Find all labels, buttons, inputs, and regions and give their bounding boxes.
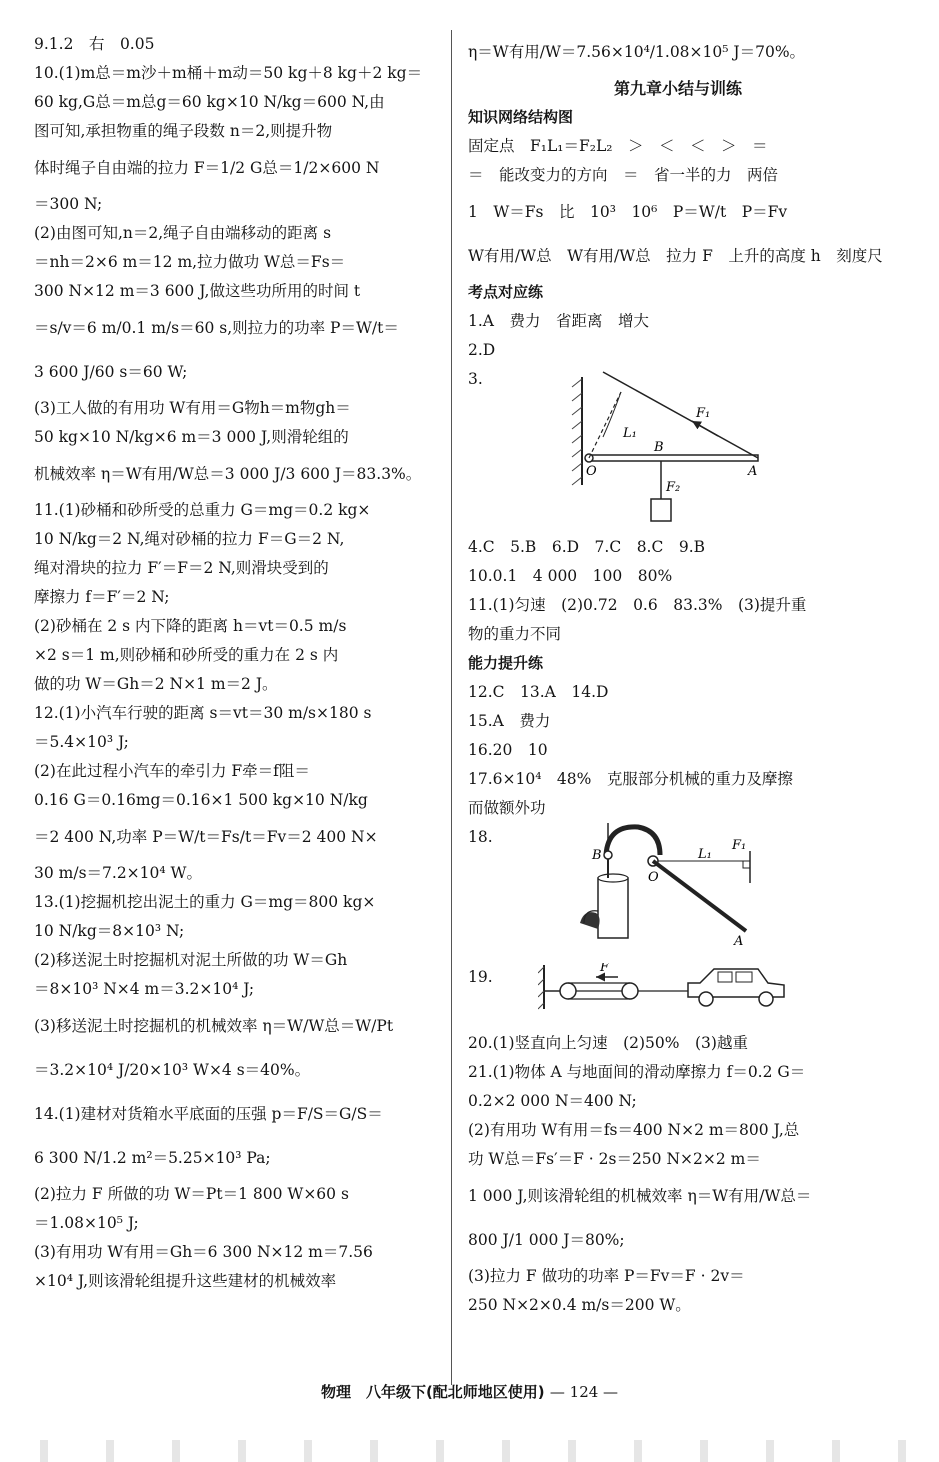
item-number: 3. bbox=[468, 370, 483, 388]
fig18-label-a: A bbox=[734, 934, 744, 948]
text-line: 9.1.2 右 0.05 bbox=[34, 35, 155, 53]
text-line: 3 600 J/60 s＝60 W; bbox=[34, 363, 188, 381]
text-line: (2)拉力 F 所做的功 W＝Pt＝1 800 W×60 s bbox=[34, 1185, 349, 1203]
footer-book-title: 物理 八年级下(配北师地区使用) bbox=[320, 1383, 545, 1401]
fig3-label-l1: L₁ bbox=[623, 426, 637, 441]
text-line: 10 N/kg＝8×10³ N; bbox=[34, 922, 185, 940]
text-line: 机械效率 η＝W有用/W总＝3 000 J/3 600 J＝83.3%。 bbox=[34, 465, 422, 483]
pulley-car-diagram-19 bbox=[538, 960, 798, 1017]
text-line: W有用/W总 W有用/W总 拉力 F 上升的高度 h 刻度尺 bbox=[468, 247, 883, 265]
text-line: (2)移送泥土时挖掘机对泥土所做的功 W＝Gh bbox=[34, 951, 348, 969]
text-line: 10.(1)m总＝m沙＋m桶＋m动＝50 kg＋8 kg＋2 kg＝ bbox=[34, 64, 423, 82]
text-line: 10.0.1 4 000 100 80% bbox=[468, 567, 673, 585]
text-line: 16.20 10 bbox=[468, 741, 548, 759]
text-line: 2.D bbox=[468, 341, 496, 359]
text-line: (3)有用功 W有用＝Gh＝6 300 N×12 m＝7.56 bbox=[34, 1243, 373, 1261]
section-heading: 能力提升练 bbox=[468, 654, 544, 672]
page-number: — 124 — bbox=[549, 1383, 619, 1401]
fig18-label-f1-right: F₁ bbox=[732, 838, 747, 853]
text-line: 4.C 5.B 6.D 7.C 8.C 9.B bbox=[468, 538, 706, 556]
text-line: 12.C 13.A 14.D bbox=[468, 683, 609, 701]
text-line: 物的重力不同 bbox=[468, 625, 562, 643]
text-line: ＝s/v＝6 m/0.1 m/s＝60 s,则拉力的功率 P＝W/t＝ bbox=[34, 319, 399, 337]
text-line: 1.A 费力 省距离 增大 bbox=[468, 312, 649, 330]
fig3-label-f2: F₂ bbox=[666, 480, 681, 495]
text-line: (2)砂桶在 2 s 内下降的距离 h＝vt＝0.5 m/s bbox=[34, 617, 347, 635]
fig19-label-f: F bbox=[600, 960, 610, 975]
text-line: 20.(1)竖直向上匀速 (2)50% (3)越重 bbox=[468, 1034, 748, 1052]
text-line: (2)由图可知,n＝2,绳子自由端移动的距离 s bbox=[34, 224, 332, 242]
text-line: 而做额外功 bbox=[468, 799, 546, 817]
text-line: 21.(1)物体 A 与地面间的滑动摩擦力 f＝0.2 G＝ bbox=[468, 1063, 806, 1081]
text-line: (2)在此过程小汽车的牵引力 F牵＝f阻＝ bbox=[34, 762, 310, 780]
fig18-label-b: B bbox=[592, 848, 602, 863]
text-line: 1 000 J,则该滑轮组的机械效率 η＝W有用/W总＝ bbox=[468, 1187, 812, 1205]
right-column bbox=[468, 30, 888, 1320]
text-line: 6 300 N/1.2 m²＝5.25×10³ Pa; bbox=[34, 1149, 271, 1167]
text-line: 12.(1)小汽车行驶的距离 s＝vt＝30 m/s×180 s bbox=[34, 704, 372, 722]
text-line: 17.6×10⁴ 48% 克服部分机械的重力及摩擦 bbox=[468, 770, 793, 788]
text-line: 50 kg×10 N/kg×6 m＝3 000 J,则滑轮组的 bbox=[34, 428, 349, 446]
text-line: 固定点 F₁L₁＝F₂L₂ ＞ ＜ ＜ ＞ ＝ bbox=[468, 137, 768, 155]
fig3-label-b: B bbox=[654, 440, 664, 455]
text-line: ＝2 400 N,功率 P＝W/t＝Fs/t＝Fv＝2 400 N× bbox=[34, 828, 378, 846]
text-line: 0.16 G＝0.16mg＝0.16×1 500 kg×10 N/kg bbox=[34, 791, 368, 809]
item-number: 18. bbox=[468, 828, 493, 846]
text-line: 图可知,承担物重的绳子段数 n＝2,则提升物 bbox=[34, 122, 333, 140]
text-line: ＝1.08×10⁵ J; bbox=[34, 1214, 139, 1232]
text-line: (3)拉力 F 做功的功率 P＝Fv＝F · 2v＝ bbox=[468, 1267, 745, 1285]
page-bottom-edge bbox=[0, 1440, 939, 1462]
fig3-label-a: A bbox=[748, 464, 758, 479]
item-number: 19. bbox=[468, 968, 493, 986]
text-line: 10 N/kg＝2 N,绳对砂桶的拉力 F＝G＝2 N, bbox=[34, 530, 345, 548]
text-line: 30 m/s＝7.2×10⁴ W。 bbox=[34, 864, 202, 882]
text-line: 体时绳子自由端的拉力 F＝1/2 G总＝1/2×600 N bbox=[34, 159, 380, 177]
text-line: ＝ 能改变力的方向 ＝ 省一半的力 两倍 bbox=[468, 166, 779, 184]
column-divider bbox=[451, 30, 452, 1385]
text-line: 15.A 费力 bbox=[468, 712, 551, 730]
text-line: ＝nh＝2×6 m＝12 m,拉力做功 W总＝Fs＝ bbox=[34, 253, 346, 271]
left-column bbox=[34, 30, 434, 1296]
text-line: 功 W总＝Fs′＝F · 2s＝250 N×2×2 m＝ bbox=[468, 1150, 761, 1168]
text-line: 1 W＝Fs 比 10³ 10⁶ P＝W/t P＝Fv bbox=[468, 203, 788, 221]
text-line: 0.2×2 000 N＝400 N; bbox=[468, 1092, 637, 1110]
text-line: ×10⁴ J,则该滑轮组提升这些建材的机械效率 bbox=[34, 1272, 337, 1290]
text-line bbox=[468, 813, 888, 963]
text-line: ×2 s＝1 m,则砂桶和砂所受的重力在 2 s 内 bbox=[34, 646, 339, 664]
lever-diagram-3 bbox=[568, 367, 768, 533]
text-line: ＝300 N; bbox=[34, 195, 103, 213]
text-line: (2)有用功 W有用＝fs＝400 N×2 m＝800 J,总 bbox=[468, 1121, 800, 1139]
text-line: 800 J/1 000 J＝80%; bbox=[468, 1231, 625, 1249]
text-line: ＝3.2×10⁴ J/20×10³ W×4 s＝40%。 bbox=[34, 1061, 311, 1079]
text-line: 60 kg,G总＝m总g＝60 kg×10 N/kg＝600 N,由 bbox=[34, 93, 385, 111]
text-line: 做的功 W＝Gh＝2 N×1 m＝2 J。 bbox=[34, 675, 278, 693]
section-heading: 知识网络结构图 bbox=[468, 108, 574, 126]
text-line: η＝W有用/W＝7.56×10⁴/1.08×10⁵ J＝70%。 bbox=[468, 43, 806, 61]
text-line: 14.(1)建材对货箱水平底面的压强 p＝F/S＝G/S＝ bbox=[34, 1105, 383, 1123]
section-heading: 考点对应练 bbox=[468, 283, 544, 301]
fig3-label-o: O bbox=[586, 464, 597, 479]
text-line: 13.(1)挖掘机挖出泥土的重力 G＝mg＝800 kg× bbox=[34, 893, 376, 911]
lever-diagram-18 bbox=[568, 813, 768, 948]
text-line: 11.(1)匀速 (2)0.72 0.6 83.3% (3)提升重 bbox=[468, 596, 807, 614]
text-line: ＝8×10³ N×4 m＝3.2×10⁴ J; bbox=[34, 980, 255, 998]
text-line: 绳对滑块的拉力 F′＝F＝2 N,则滑块受到的 bbox=[34, 559, 329, 577]
text-line: 11.(1)砂桶和砂所受的总重力 G＝mg＝0.2 kg× bbox=[34, 501, 371, 519]
text-line: ＝5.4×10³ J; bbox=[34, 733, 129, 751]
fig18-label-f1-top: F₁ bbox=[612, 813, 627, 827]
fig18-label-o: O bbox=[648, 870, 659, 885]
text-line: (3)移送泥土时挖掘机的机械效率 η＝W/W总＝W/Pt bbox=[34, 1017, 394, 1035]
text-line bbox=[468, 365, 888, 533]
fig3-label-f1: F₁ bbox=[696, 406, 711, 421]
text-line: 250 N×2×0.4 m/s＝200 W。 bbox=[468, 1296, 691, 1314]
text-line: 300 N×12 m＝3 600 J,做这些功所用的时间 t bbox=[34, 282, 361, 300]
page-footer bbox=[0, 1381, 939, 1402]
fig18-label-l1: L₁ bbox=[698, 847, 712, 862]
chapter-title: 第九章小结与训练 bbox=[613, 79, 742, 98]
text-line: 摩擦力 f＝F′＝2 N; bbox=[34, 588, 170, 606]
text-line: (3)工人做的有用功 W有用＝G物h＝m物gh＝ bbox=[34, 399, 351, 417]
text-line bbox=[468, 960, 888, 1029]
